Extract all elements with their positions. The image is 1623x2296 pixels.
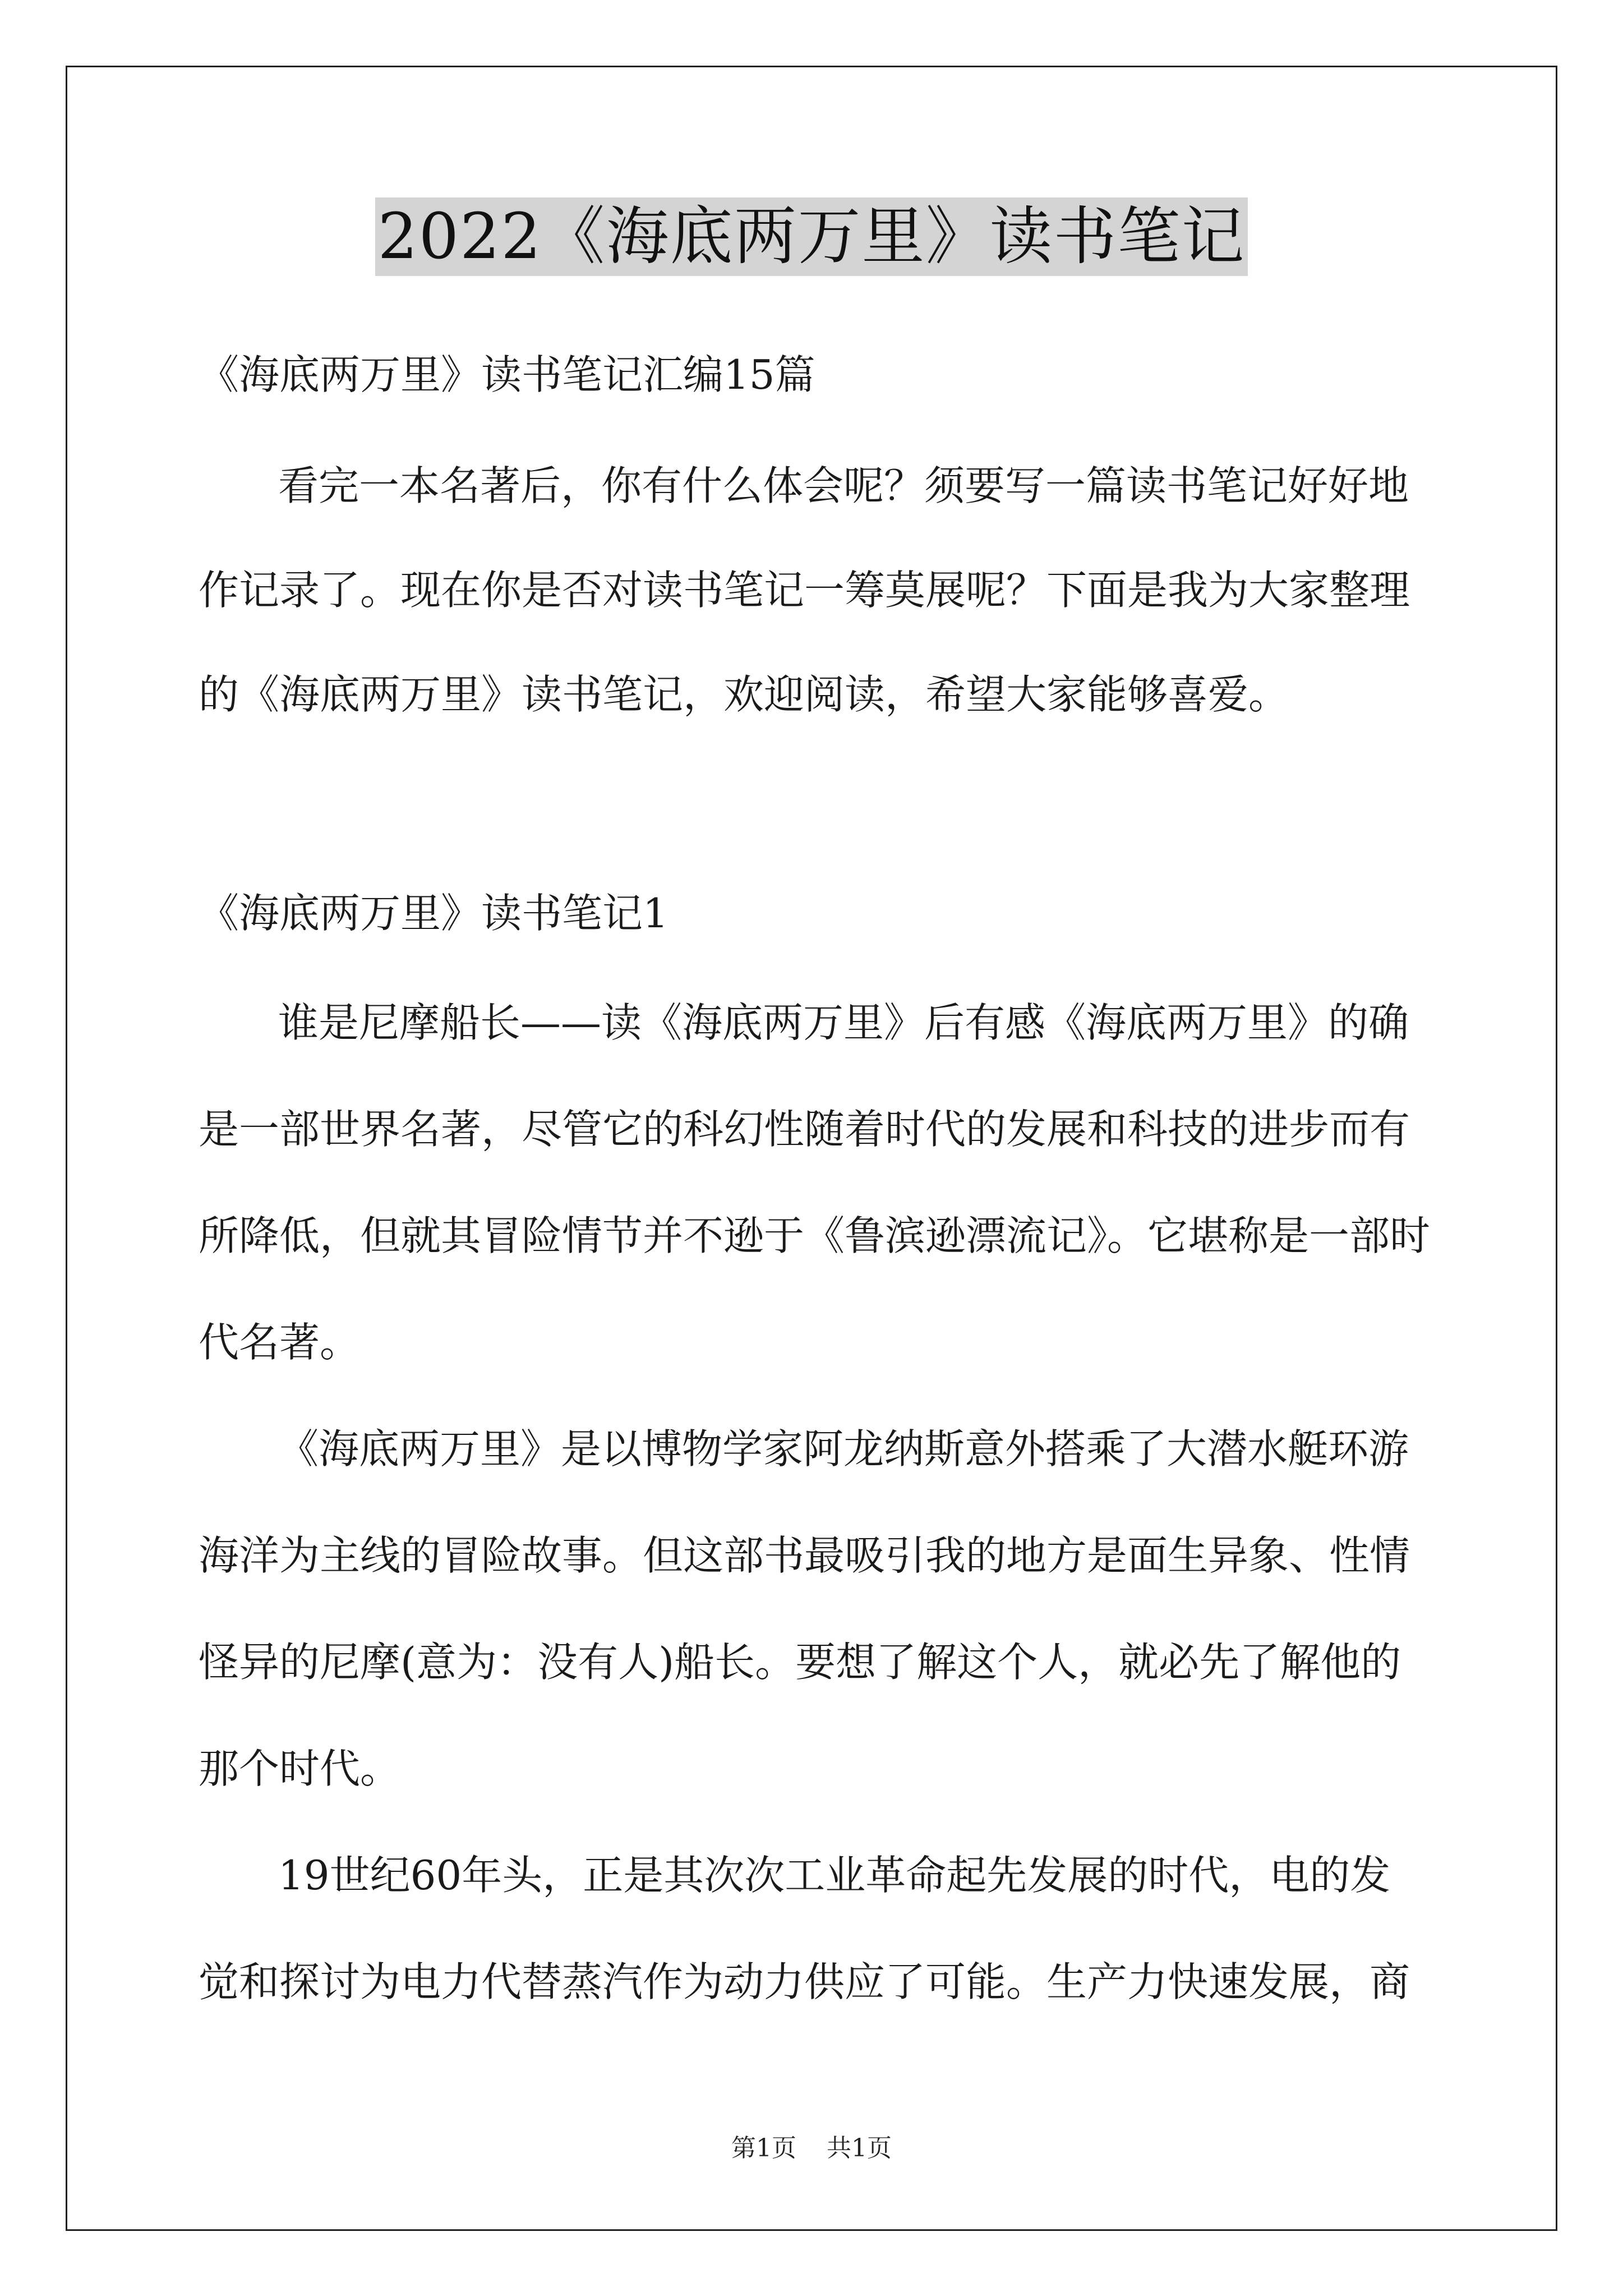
section-heading-block <box>199 886 1432 940</box>
intro-line: 看完一本名著后，你有什么体会呢？须要写一篇读书笔记好好地 <box>278 462 1409 509</box>
page-footer <box>0 2132 1623 2165</box>
paragraph-line: 怪异的尼摩(意为：没有人)船长。要想了解这个人，就必先了解他的 <box>199 1639 1401 1686</box>
paragraph-line: 《海底两万里》是以博物学家阿龙纳斯意外搭乘了大潜水艇环游 <box>278 1425 1409 1473</box>
intro-paragraph <box>199 459 1432 513</box>
paragraph-2-cont3 <box>199 1742 1432 1796</box>
paragraph-3 <box>199 1848 1432 1902</box>
paragraph-line: 那个时代。 <box>199 1745 401 1792</box>
intro-paragraph-cont <box>199 563 1432 617</box>
section-heading: 《海底两万里》读书笔记1 <box>199 890 668 937</box>
title-container <box>0 197 1623 276</box>
intro-paragraph-cont2 <box>199 668 1432 721</box>
paragraph-line: 代名著。 <box>199 1319 361 1366</box>
paragraph-line: 谁是尼摩船长——读《海底两万里》后有感《海底两万里》的确 <box>278 999 1409 1046</box>
paragraph-line: 觉和探讨为电力代替蒸汽作为动力供应了可能。生产力快速发展，商 <box>199 1958 1410 2005</box>
document-subtitle: 《海底两万里》读书笔记汇编15篇 <box>199 351 815 398</box>
paragraph-2-cont2 <box>199 1635 1432 1689</box>
paragraph-line: 是一部世界名著，尽管它的科幻性随着时代的发展和科技的进步而有 <box>199 1106 1410 1153</box>
paragraph-line: 所降低，但就其冒险情节并不逊于《鲁滨逊漂流记》。它堪称是一部时 <box>199 1212 1431 1259</box>
paragraph-1-cont2 <box>199 1209 1432 1263</box>
subtitle-block <box>199 348 1432 402</box>
paragraph-2-cont <box>199 1529 1432 1582</box>
paragraph-3-cont <box>199 1955 1432 2009</box>
paragraph-1-cont3 <box>199 1315 1432 1369</box>
paragraph-line: 19世纪60年头，正是其次次工业革命起先发展的时代，电的发 <box>278 1852 1391 1899</box>
paragraph-1 <box>199 996 1432 1050</box>
paragraph-2 <box>199 1422 1432 1476</box>
page-number: 第1页 <box>731 2134 796 2162</box>
paragraph-line: 海洋为主线的冒险故事。但这部书最吸引我的地方是面生异象、性情 <box>199 1532 1410 1579</box>
page-total: 共1页 <box>827 2134 892 2162</box>
paragraph-1-cont <box>199 1102 1432 1156</box>
intro-line: 作记录了。现在你是否对读书笔记一筹莫展呢？下面是我为大家整理 <box>199 567 1410 614</box>
document-title: 2022《海底两万里》读书笔记 <box>375 197 1247 276</box>
intro-line: 的《海底两万里》读书笔记，欢迎阅读，希望大家能够喜爱。 <box>199 671 1289 718</box>
